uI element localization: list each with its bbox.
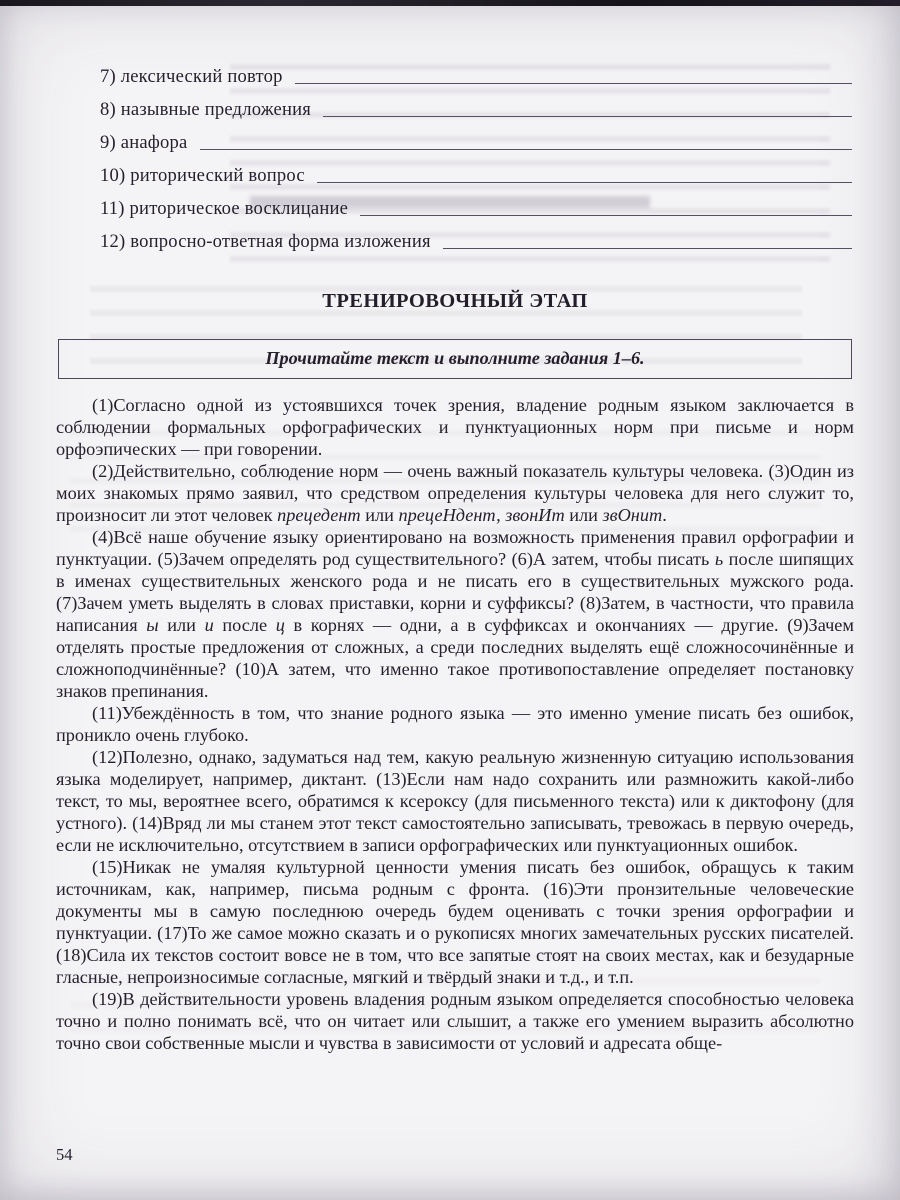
italic-term: и (204, 615, 214, 635)
text-paragraph (56, 460, 854, 526)
answer-blank-line (360, 215, 852, 216)
fill-item (100, 223, 854, 256)
text-run: или (158, 615, 205, 635)
italic-term: звОнит (602, 505, 663, 525)
page-number: 54 (56, 1145, 73, 1164)
answer-blank-line (295, 83, 852, 84)
text-run: после (213, 615, 276, 635)
text-paragraph (56, 988, 854, 1054)
fill-item-label: 9) анафора (100, 132, 188, 153)
section-heading: ТРЕНИРОВОЧНЫЙ ЭТАП (322, 290, 588, 312)
text-run: (4)Всё наше обучение языку ориентировано на возможность применения правил орфографии и пунктуации. (5)Зачем определять род существительного? (6)А затем, чтобы писать (56, 527, 854, 569)
italic-term: ы (146, 615, 159, 635)
italic-term: ц (275, 615, 285, 635)
text-run: (2)Действительно, соблюдение норм — очень важный показатель культуры человека. (3)Один из моих знакомых прямо заявил, что средством определения культуры человека для него служит то, произносит ли этот человек (56, 461, 854, 525)
fill-item (100, 58, 854, 91)
italic-term: прецедент (277, 505, 361, 525)
text-paragraph (56, 394, 854, 460)
fill-item-label: 11) риторическое восклицание (100, 198, 349, 219)
text-paragraph (56, 526, 854, 702)
fill-item-label: 7) лексический повтор (100, 66, 283, 87)
instruction-box (58, 339, 852, 379)
italic-term: прецеНдент, звонИт (398, 505, 565, 525)
text-run: . (662, 505, 667, 525)
fill-item (100, 91, 854, 124)
text-run: или (564, 505, 603, 525)
italic-term: ь (714, 549, 724, 569)
answer-blank-line (317, 182, 852, 183)
instruction-text: Прочитайте текст и выполните задания 1–6. (265, 348, 645, 368)
answer-blank-line (200, 149, 853, 150)
text-run: или (360, 505, 399, 525)
fill-item-label: 10) риторический вопрос (100, 165, 305, 186)
text-run: (12)Полезно, однако, задуматься над тем, какую реальную жизненную ситуацию использования языка моделирует, например, диктант. (13)Если нам надо сохранить или размножить какой-либо текст, то мы, вероятнее всего, обратимся к ксероксу (для письменного текста) или к диктофону (для устного). (14)Вряд ли мы станем этот текст самостоятельно записывать, тревожась в первую очередь, если не исключительно, отсутствием в записи орфографических или пунктуационных ошибок. (56, 747, 854, 855)
scan-edge (0, 0, 900, 6)
text-paragraph (56, 746, 854, 856)
text-run: в корнях — одни, а в суффиксах и окончаниях — другие. (9)Зачем отделять простые предложения от сложных, а среди последних выделять ещё сложносочинённые и сложноподчинённые? (10)А затем, что именно такое противопоставление определяет постановку знаков препинания. (56, 615, 854, 701)
page-content (56, 58, 854, 1054)
article-text (56, 394, 854, 1054)
text-paragraph (56, 702, 854, 746)
fill-item (100, 157, 854, 190)
answer-blank-line (323, 116, 852, 117)
text-run: после шипящих в именах существительных женского рода и не писать его в существительных мужского рода. (7)Зачем уметь выделять в словах приставки, корни и суффиксы? (8)Затем, в частности, что правила написания (56, 549, 854, 635)
text-run: (19)В действительности уровень владения родным языком определяется способностью человека точно и полно понимать всё, что он читает или слышит, а также его умением выразить абсолютно точно свои собственные мысли и чувства в зависимости от условий и адресата обще- (56, 989, 854, 1053)
text-run: (11)Убеждённость в том, что знание родного языка — это именно умение писать без ошибок, проникло очень глубоко. (56, 703, 854, 745)
text-run: (15)Никак не умаляя культурной ценности умения писать без ошибок, обращусь к таким источникам, как, например, письма родным с фронта. (16)Эти пронзительные человеческие документы мы в самую последнюю очередь будем оценивать с точки зрения орфографии и пунктуации. (17)То же самое можно сказать и о рукописях многих замечательных русских писателей. (18)Сила их текстов состоит вовсе не в том, что все запятые стоят на своих местах, как и безударные гласные, непроизносимые согласные, мягкий и твёрдый знаки и т.д., и т.п. (56, 857, 854, 987)
fill-item-label: 12) вопросно-ответная форма изложения (100, 231, 431, 252)
terms-fill-list (100, 58, 854, 256)
text-run: (1)Согласно одной из устоявшихся точек зрения, владение родным языком заключается в соблюдении формальных орфографических и пунктуационных норм при письме и норм орфоэпических — при говорении. (56, 395, 854, 459)
fill-item-label: 8) назывные предложения (100, 99, 312, 120)
fill-item (100, 124, 854, 157)
fill-item (100, 190, 854, 223)
answer-blank-line (443, 248, 852, 249)
text-paragraph (56, 856, 854, 988)
